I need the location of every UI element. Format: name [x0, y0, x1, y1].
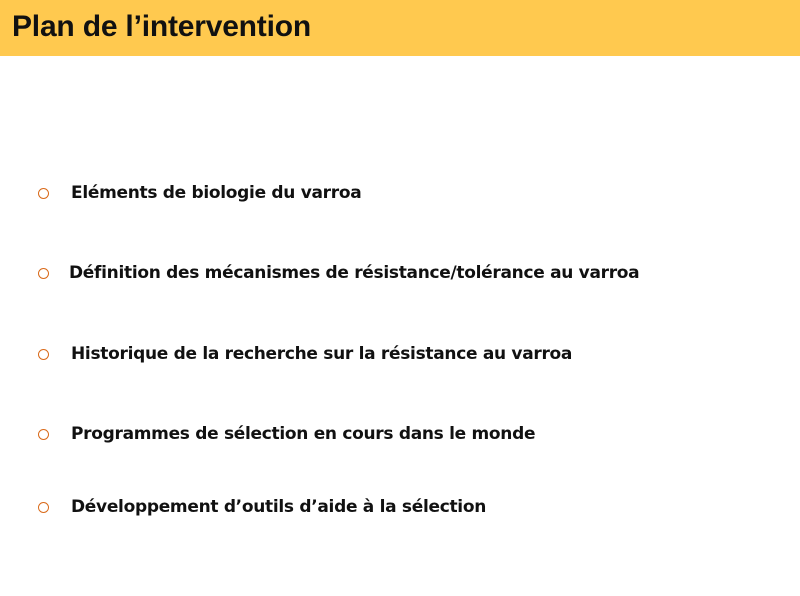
bullet-text: Définition des mécanismes de résistance/tolérance au varroa — [69, 263, 640, 283]
slide-title: Plan de l’intervention — [12, 10, 311, 43]
bullet-text: Développement d’outils d’aide à la sélection — [71, 497, 487, 517]
bullet-item — [38, 179, 361, 207]
circle-bullet-icon — [38, 502, 49, 513]
circle-bullet-icon — [38, 429, 49, 440]
bullet-text: Historique de la recherche sur la résistance au varroa — [71, 344, 573, 364]
circle-bullet-icon — [38, 188, 49, 199]
bullet-item — [38, 340, 572, 368]
bullet-item — [38, 493, 486, 521]
bullet-item — [38, 259, 639, 287]
circle-bullet-icon — [38, 268, 49, 279]
bullet-item — [38, 420, 535, 448]
bullet-text: Programmes de sélection en cours dans le monde — [71, 424, 536, 444]
bullet-text: Eléments de biologie du varroa — [71, 183, 362, 203]
circle-bullet-icon — [38, 349, 49, 360]
